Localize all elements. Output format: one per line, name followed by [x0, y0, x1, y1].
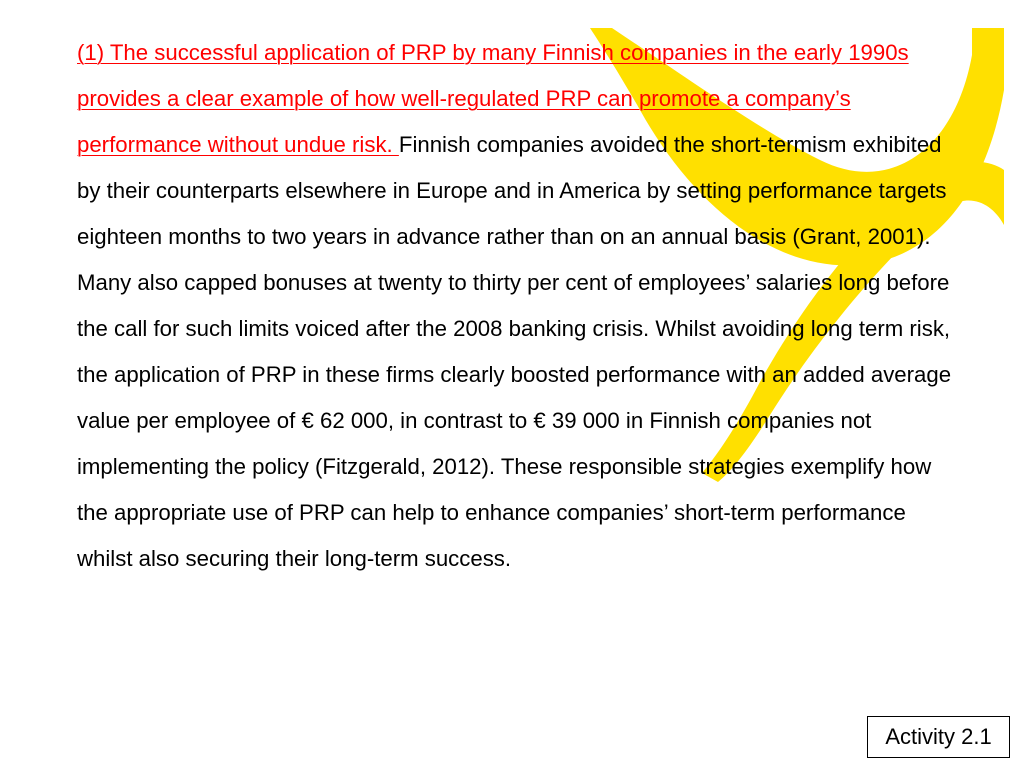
highlighted-claim: (1) The successful application of PRP by many Finnish companies in the early 1990s provides a clear example of how well-regulated PRP can promote a company’s performance without undue risk. — [77, 40, 909, 157]
body-paragraph — [77, 30, 967, 582]
supporting-text: Finnish companies avoided the short-termism exhibited by their counterparts elsewhere in Europe and in America by setting performance targets eighteen months to two years in advance rather than on an annual basis (Grant, 2001). Many also capped bonuses at twenty to thirty per cent of employees’ salaries long before the call for such limits voiced after the 2008 banking crisis. Whilst avoiding long term risk, the application of PRP in these firms clearly boosted performance with an added average value per employee of € 62 000, in contrast to € 39 000 in Finnish companies not implementing the policy (Fitzgerald, 2012). These responsible strategies exemplify how the appropriate use of PRP can help to enhance companies’ short-term performance whilst also securing their long-term success. — [77, 132, 952, 571]
activity-label: Activity 2.1 — [867, 716, 1010, 758]
